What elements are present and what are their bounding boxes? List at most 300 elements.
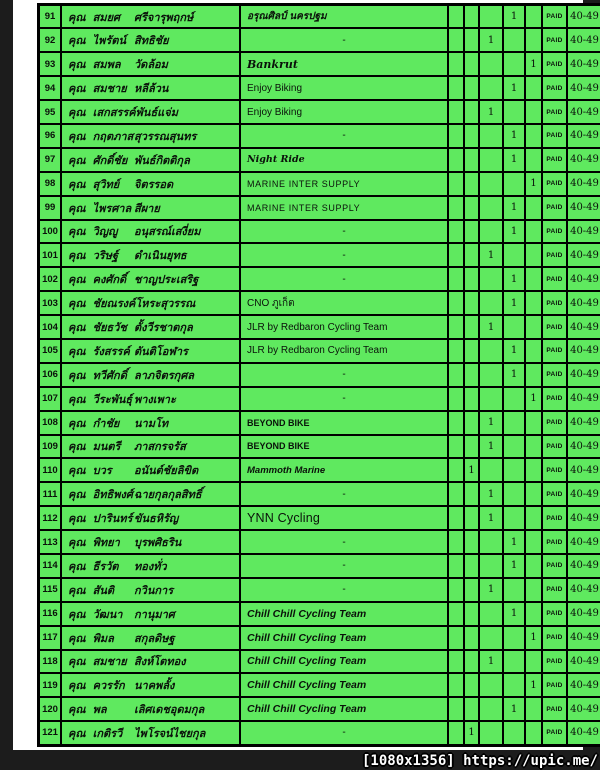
category-mark-cell-5 [525,363,542,387]
age-group-cell: 40-49 [567,267,600,291]
row-number: 108 [39,411,62,435]
category-mark-cell-5 [525,554,542,578]
team-name-cell: YNN Cycling [240,506,448,530]
name-prefix: คุณ [68,83,86,96]
category-mark-cell-3 [479,530,503,554]
category-mark-cell-2 [464,220,479,244]
team-name-cell: Enjoy Biking [240,100,448,124]
paid-status: PAID [542,339,567,363]
rider-name-cell [61,5,240,29]
category-mark-cell-5 [525,267,542,291]
category-mark-cell-4: 1 [503,363,525,387]
age-group-cell: 40-49 [567,458,600,482]
name-prefix: คุณ [68,704,86,717]
table-row [39,76,600,100]
rider-name-cell [61,650,240,674]
category-mark-cell-2 [464,578,479,602]
row-number: 102 [39,267,62,291]
rider-last-name: หลีล้วน [134,83,169,96]
row-number: 97 [39,148,62,172]
paid-status: PAID [542,387,567,411]
team-name-cell: - [240,721,448,745]
rider-name-cell [61,196,240,220]
rider-name-cell [61,148,240,172]
rider-last-name: กวินการ [134,584,174,597]
rider-last-name: ดำเนินยุทธ [134,250,187,263]
paid-status: PAID [542,243,567,267]
category-mark-cell-1 [448,411,464,435]
category-mark-cell-2 [464,100,479,124]
table-row [39,363,600,387]
category-mark-cell-1 [448,387,464,411]
rider-first-name: คุณ กำชัย [68,417,120,430]
table-row [39,602,600,626]
row-number: 118 [39,650,62,674]
rider-first-name: คุณ ไพรัตน์ [68,35,126,48]
rider-name-cell [61,76,240,100]
team-name-cell: - [240,578,448,602]
category-mark-cell-5 [525,339,542,363]
category-mark-cell-2 [464,650,479,674]
category-mark-cell-5 [525,697,542,721]
name-prefix: คุณ [68,130,86,143]
row-number: 107 [39,387,62,411]
category-mark-cell-1 [448,267,464,291]
table-row [39,172,600,196]
rider-name-cell [61,363,240,387]
rider-name-cell [61,626,240,650]
rider-name-cell [61,243,240,267]
paid-status: PAID [542,721,567,745]
paid-status: PAID [542,482,567,506]
rider-last-name: นาคพลั้ง [134,680,175,693]
category-mark-cell-4 [503,458,525,482]
row-number: 96 [39,124,62,148]
paid-status: PAID [542,148,567,172]
category-mark-cell-1 [448,721,464,745]
category-mark-cell-4 [503,28,525,52]
category-mark-cell-5 [525,458,542,482]
team-name-cell: - [240,220,448,244]
category-mark-cell-5 [525,220,542,244]
row-number: 98 [39,172,62,196]
table-row [39,650,600,674]
row-number: 106 [39,363,62,387]
category-mark-cell-2 [464,267,479,291]
category-mark-cell-2 [464,387,479,411]
paid-status: PAID [542,554,567,578]
rider-last-name: อนันต์ชัยลิขิต [134,465,199,478]
age-group-cell: 40-49 [567,530,600,554]
paid-status: PAID [542,28,567,52]
rider-name-cell [61,530,240,554]
category-mark-cell-1 [448,220,464,244]
name-prefix: คุณ [68,107,86,119]
category-mark-cell-5 [525,506,542,530]
category-mark-cell-2 [464,697,479,721]
rider-last-name: โหระสุวรรณ [135,298,196,311]
category-mark-cell-3 [479,220,503,244]
name-prefix: คุณ [68,154,86,167]
row-number: 120 [39,697,62,721]
category-mark-cell-3 [479,673,503,697]
age-group-cell: 40-49 [567,5,600,29]
category-mark-cell-4: 1 [503,602,525,626]
rider-first-name: คุณ สมชาย [68,83,127,96]
rider-first-name: คุณ คงศักดิ์ [68,274,127,287]
paid-status: PAID [542,435,567,459]
rider-first-name: คุณ สันติ [68,584,115,597]
category-mark-cell-2 [464,673,479,697]
age-group-cell: 40-49 [567,315,600,339]
category-mark-cell-2 [464,243,479,267]
category-mark-cell-5 [525,100,542,124]
age-group-cell: 40-49 [567,387,600,411]
rider-last-name: พันธ์กิตติกุล [134,154,190,167]
category-mark-cell-2 [464,291,479,315]
age-group-cell: 40-49 [567,52,600,76]
table-row [39,5,600,29]
rider-first-name: คุณ พิมล [68,632,114,645]
rider-last-name: ลาภจิตรกุศล [134,369,195,382]
rider-first-name: คุณ ชัยธวัช [68,322,127,335]
team-name-cell: Night Ride [240,148,448,172]
name-prefix: คุณ [68,226,86,239]
rider-first-name: คุณ มนตรี [68,441,121,454]
rider-first-name: คุณ ศักดิ์ชัย [68,154,128,167]
age-group-cell: 40-49 [567,411,600,435]
category-mark-cell-5: 1 [525,52,542,76]
row-number: 99 [39,196,62,220]
name-prefix: คุณ [68,513,86,526]
category-mark-cell-1 [448,578,464,602]
rider-first-name: คุณ ชัยณรงค์ [68,298,136,311]
paid-status: PAID [542,315,567,339]
age-group-cell: 40-49 [567,482,600,506]
row-number: 119 [39,673,62,697]
age-group-cell: 40-49 [567,554,600,578]
category-mark-cell-4 [503,650,525,674]
category-mark-cell-2 [464,554,479,578]
name-prefix: คุณ [68,632,86,645]
category-mark-cell-1 [448,626,464,650]
rider-name-cell [61,387,240,411]
category-mark-cell-5: 1 [525,387,542,411]
rider-name-cell [61,124,240,148]
category-mark-cell-3 [479,5,503,29]
category-mark-cell-1 [448,100,464,124]
rider-last-name: ทองทั่ว [134,560,167,573]
age-group-cell: 40-49 [567,172,600,196]
paid-status: PAID [542,220,567,244]
category-mark-cell-5 [525,578,542,602]
paid-status: PAID [542,172,567,196]
rider-last-name: ฉายกุลกุลสิทธิ์ [134,489,202,502]
category-mark-cell-3 [479,76,503,100]
rider-first-name: คุณ ไพรศาล [68,202,132,215]
category-mark-cell-3 [479,363,503,387]
rider-first-name: คุณ ควรรัก [68,680,125,693]
age-group-cell: 40-49 [567,76,600,100]
category-mark-cell-1 [448,243,464,267]
row-number: 95 [39,100,62,124]
name-prefix: คุณ [68,298,86,311]
category-mark-cell-1 [448,315,464,339]
category-mark-cell-3: 1 [479,482,503,506]
rider-first-name: คุณ วัฒนา [68,608,123,621]
table-row [39,52,600,76]
team-name-cell: อรุณศิลป์ นครปฐม [240,5,448,29]
rider-last-name: สุวรรณสุนทร [134,130,197,143]
rider-last-name: วัดล้อม [134,59,168,72]
category-mark-cell-1 [448,482,464,506]
name-prefix: คุณ [68,393,86,406]
category-mark-cell-3 [479,387,503,411]
row-number: 94 [39,76,62,100]
table-row [39,291,600,315]
category-mark-cell-2: 1 [464,721,479,745]
row-number: 116 [39,602,62,626]
document-page [13,0,599,750]
category-mark-cell-1 [448,673,464,697]
paid-status: PAID [542,506,567,530]
rider-name-cell [61,172,240,196]
rider-last-name: อนุสรณ์เสงี่ยม [134,226,201,239]
rider-last-name: นามโท [134,417,169,430]
name-prefix: คุณ [68,727,86,740]
name-prefix: คุณ [68,369,86,382]
category-mark-cell-3 [479,267,503,291]
category-mark-cell-2 [464,482,479,506]
category-mark-cell-2 [464,506,479,530]
category-mark-cell-5 [525,721,542,745]
rider-name-cell [61,52,240,76]
category-mark-cell-3 [479,458,503,482]
category-mark-cell-1 [448,196,464,220]
rider-last-name: ศรีจารุพฤกษ์ [134,11,194,24]
age-group-cell: 40-49 [567,506,600,530]
registration-table [37,3,600,747]
table-row [39,458,600,482]
row-number: 112 [39,506,62,530]
rider-name-cell [61,28,240,52]
age-group-cell: 40-49 [567,124,600,148]
table-row [39,482,600,506]
table-row [39,100,600,124]
team-name-cell: - [240,530,448,554]
category-mark-cell-2 [464,52,479,76]
category-mark-cell-4 [503,673,525,697]
category-mark-cell-1 [448,5,464,29]
table-row [39,267,600,291]
category-mark-cell-4: 1 [503,148,525,172]
category-mark-cell-4: 1 [503,76,525,100]
category-mark-cell-5: 1 [525,172,542,196]
team-name-cell: - [240,554,448,578]
row-number: 115 [39,578,62,602]
rider-first-name: คุณ วิญญู [68,226,118,239]
category-mark-cell-5 [525,315,542,339]
rider-name-cell [61,554,240,578]
category-mark-cell-5: 1 [525,673,542,697]
rider-first-name: คุณ พล [68,704,107,717]
table-row [39,721,600,745]
row-number: 91 [39,5,62,29]
rider-last-name: สิงห์โตทอง [134,656,186,669]
team-name-cell: MARINE INTER SUPPLY [240,172,448,196]
category-mark-cell-5 [525,124,542,148]
age-group-cell: 40-49 [567,721,600,745]
category-mark-cell-2 [464,626,479,650]
category-mark-cell-4: 1 [503,5,525,29]
category-mark-cell-3: 1 [479,435,503,459]
row-number: 113 [39,530,62,554]
name-prefix: คุณ [68,11,86,24]
rider-first-name: คุณ สุวิทย์ [68,178,120,191]
name-prefix: คุณ [68,322,86,335]
table-row [39,196,600,220]
category-mark-cell-3: 1 [479,243,503,267]
category-mark-cell-4: 1 [503,291,525,315]
table-row [39,387,600,411]
paid-status: PAID [542,100,567,124]
name-prefix: คุณ [68,250,86,263]
category-mark-cell-2 [464,28,479,52]
category-mark-cell-1 [448,506,464,530]
table-row [39,339,600,363]
name-prefix: คุณ [68,465,86,478]
age-group-cell: 40-49 [567,363,600,387]
table-row [39,578,600,602]
team-name-cell: - [240,363,448,387]
category-mark-cell-1 [448,124,464,148]
rider-name-cell [61,267,240,291]
category-mark-cell-3 [479,721,503,745]
team-name-cell: BEYOND BIKE [240,435,448,459]
row-number: 92 [39,28,62,52]
paid-status: PAID [542,458,567,482]
category-mark-cell-1 [448,458,464,482]
name-prefix: คุณ [68,345,86,358]
category-mark-cell-3: 1 [479,411,503,435]
table-row [39,506,600,530]
category-mark-cell-4 [503,411,525,435]
name-prefix: คุณ [68,441,86,454]
rider-last-name: จิตรรอด [134,178,174,191]
row-number: 93 [39,52,62,76]
table-row [39,315,600,339]
team-name-cell: - [240,28,448,52]
paid-status: PAID [542,578,567,602]
rider-name-cell [61,697,240,721]
category-mark-cell-4: 1 [503,124,525,148]
age-group-cell: 40-49 [567,291,600,315]
category-mark-cell-2 [464,196,479,220]
rider-name-cell [61,411,240,435]
rider-first-name: คุณ สมพล [68,59,121,72]
category-mark-cell-1 [448,76,464,100]
table-row [39,28,600,52]
age-group-cell: 40-49 [567,339,600,363]
category-mark-cell-2 [464,530,479,554]
age-group-cell: 40-49 [567,626,600,650]
paid-status: PAID [542,650,567,674]
category-mark-cell-1 [448,52,464,76]
rider-first-name: คุณ สมยศ [68,11,121,24]
category-mark-cell-5 [525,602,542,626]
paid-status: PAID [542,76,567,100]
category-mark-cell-3 [479,172,503,196]
name-prefix: คุณ [68,584,86,597]
row-number: 111 [39,482,62,506]
team-name-cell: - [240,243,448,267]
rider-name-cell [61,315,240,339]
team-name-cell: Chill Chill Cycling Team [240,673,448,697]
team-name-cell: BEYOND BIKE [240,411,448,435]
category-mark-cell-5 [525,243,542,267]
rider-first-name: คุณ ธีรวัต [68,560,119,573]
row-number: 105 [39,339,62,363]
rider-first-name: คุณ วริษฐ์ [68,250,119,263]
name-prefix: คุณ [68,608,86,621]
age-group-cell: 40-49 [567,602,600,626]
category-mark-cell-2 [464,76,479,100]
category-mark-cell-4: 1 [503,530,525,554]
rider-first-name: คุณ ปารินทร์ [68,513,133,526]
category-mark-cell-5 [525,650,542,674]
rider-name-cell [61,291,240,315]
table-row [39,697,600,721]
paid-status: PAID [542,626,567,650]
rider-name-cell [61,100,240,124]
rider-name-cell [61,578,240,602]
category-mark-cell-4 [503,387,525,411]
rider-first-name: คุณ อิทธิพงศ์ [68,489,133,502]
category-mark-cell-4: 1 [503,554,525,578]
paid-status: PAID [542,697,567,721]
category-mark-cell-3: 1 [479,650,503,674]
category-mark-cell-5 [525,291,542,315]
category-mark-cell-5 [525,148,542,172]
rider-last-name: เลิศเดชอุดมกุล [134,704,205,717]
category-mark-cell-2 [464,411,479,435]
category-mark-cell-5 [525,530,542,554]
row-number: 104 [39,315,62,339]
team-name-cell: JLR by Redbaron Cycling Team [240,315,448,339]
category-mark-cell-3 [479,196,503,220]
category-mark-cell-1 [448,554,464,578]
age-group-cell: 40-49 [567,243,600,267]
name-prefix: คุณ [68,35,86,48]
category-mark-cell-3 [479,697,503,721]
table-row [39,220,600,244]
row-number: 103 [39,291,62,315]
team-name-cell: Chill Chill Cycling Team [240,602,448,626]
age-group-cell: 40-49 [567,220,600,244]
category-mark-cell-5 [525,435,542,459]
rider-last-name: ตันติโอฬาร [134,345,188,358]
rider-last-name: สีผาย [134,202,160,215]
category-mark-cell-3 [479,291,503,315]
category-mark-cell-4 [503,482,525,506]
team-name-cell: Bankrut [240,52,448,76]
category-mark-cell-1 [448,339,464,363]
category-mark-cell-1 [448,28,464,52]
rider-first-name: คุณ พิทยา [68,537,120,550]
paid-status: PAID [542,5,567,29]
rider-last-name: ชาญประเสริฐ [134,274,199,287]
watermark-text: [1080x1356] https://upic.me/ [361,753,598,769]
